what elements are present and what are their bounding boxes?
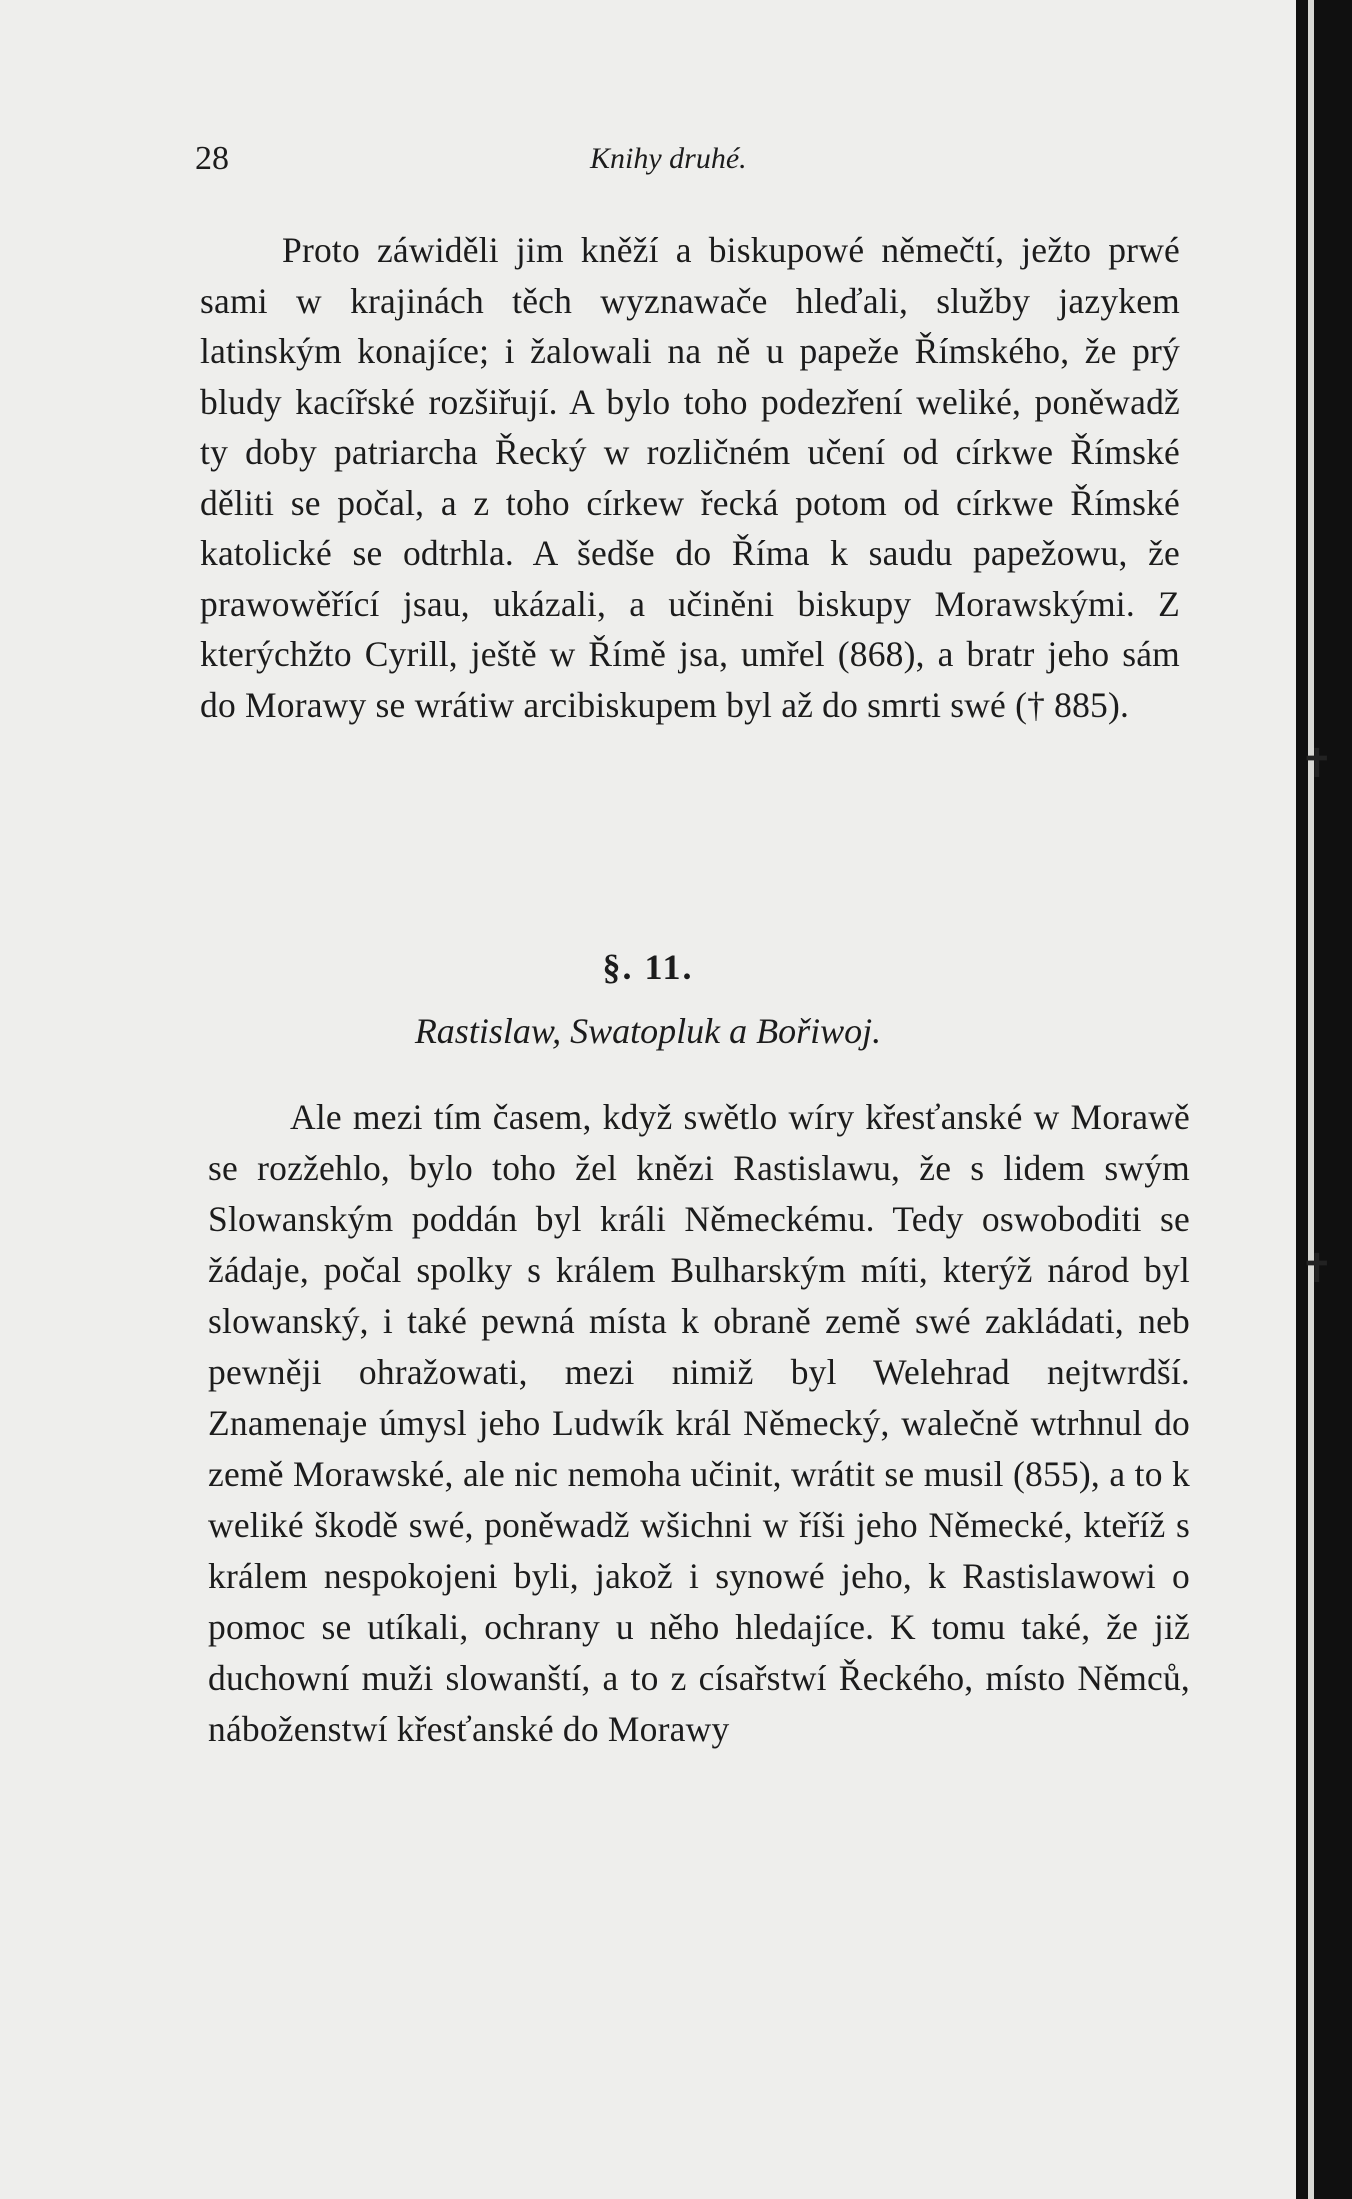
scan-edge xyxy=(1296,0,1352,2199)
margin-mark-icon: ✝ xyxy=(1300,1246,1334,1291)
paragraph-1: Proto záwiděli jim kněží a biskupowé němečtí, ježto prwé sami w krajinách těch wyznawače hleďali, služby jazykem latinským konajíce; i žalowali na ně u papeže Římského, že prý bludy kacířské rozšiřují. A bylo toho podezření weliké, poněwadž ty doby patriarcha Řecký w rozličném učení od církwe Římské děliti se počal, a z toho církew řecká potom od církwe Římské katolické se odtrhla. A šedše do Říma k saudu papežowu, že prawowěřící jsau, ukázali, a učiněni biskupy Morawskými. Z kterýchžto Cyrill, ještě w Římě jsa, umřel (868), a bratr jeho sám do Morawy se wrátiw arcibiskupem byl až do smrti swé († 885). xyxy=(200,230,1180,725)
section-title: Rastislaw, Swatopluk a Bořiwoj. xyxy=(414,1011,882,1051)
text-block-upper xyxy=(200,225,1180,730)
scan-edge-stripe xyxy=(1308,0,1314,2199)
page-header xyxy=(195,140,1175,186)
paragraph-2: Ale mezi tím časem, když swětlo wíry křesťanské w Morawě se rozžehlo, bylo toho žel knězi Rastislawu, že s lidem swým Slowanským poddán byl králi Německému. Tedy oswoboditi se žádaje, počal spolky s králem Bulharským míti, kterýž národ byl slowanský, i také pewná místa k obraně země swé zakládati, neb pewněji ohražowati, mezi nimiž byl Welehrad nejtwrdší. Znamenaje úmysl jeho Ludwík král Německý, walečně wtrhnul do země Morawské, ale nic nemoha učinit, wrátit se musil (855), a to k weliké škodě swé, poněwadž wšichni w říši jeho Německé, kteříž s králem nespokojeni byli, jakož i synowé jeho, k Rastislawowi o pomoc se utíkali, ochrany u něho hledajíce. K tomu také, že již duchowní muži slowanští, a to z císařstwí Řeckého, místo Němců, náboženstwí křesťanské do Morawy xyxy=(208,1097,1190,1749)
page-number: 28 xyxy=(195,140,229,177)
running-head: Knihy druhé. xyxy=(590,142,747,175)
margin-mark-icon: ✝ xyxy=(1300,741,1334,786)
section-number: §. 11. xyxy=(602,947,694,987)
text-block-lower xyxy=(208,1092,1190,1755)
